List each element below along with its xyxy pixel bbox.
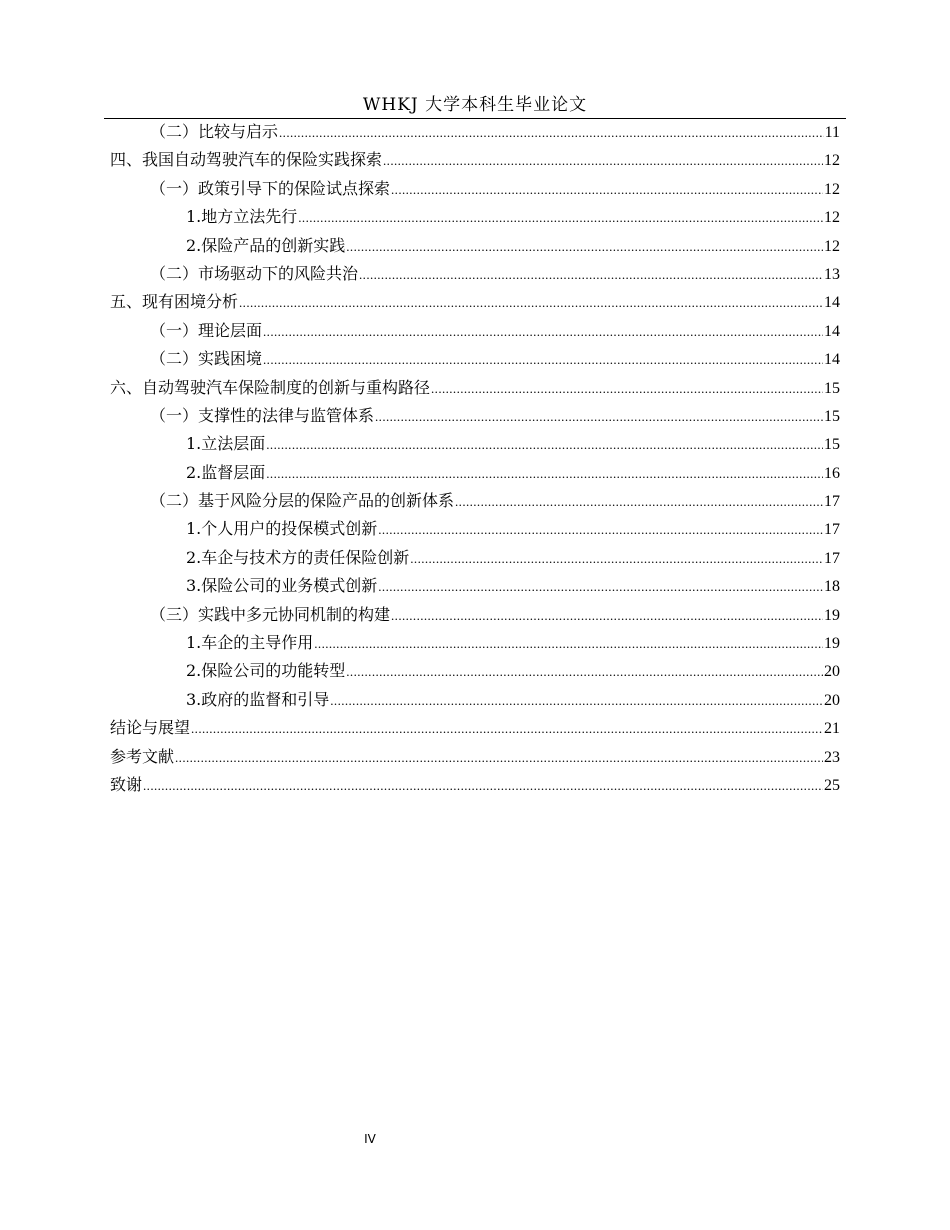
toc-entry-page: 12 xyxy=(824,209,840,227)
toc-leader xyxy=(330,687,823,715)
toc-entry-title: 1.个人用户的投保模式创新 xyxy=(186,519,378,539)
page-number: IV xyxy=(364,1132,376,1146)
toc-entry-page: 15 xyxy=(824,407,840,425)
toc-entry-title: （二）比较与启示 xyxy=(150,122,279,141)
toc-entry[interactable] xyxy=(110,118,840,146)
toc-entry-page: 15 xyxy=(824,436,840,454)
toc-entry-page: 16 xyxy=(824,464,840,482)
toc-entry[interactable] xyxy=(110,430,840,458)
toc-entry-page: 19 xyxy=(824,635,840,653)
toc-entry-page: 15 xyxy=(824,379,840,397)
toc-entry[interactable] xyxy=(110,601,840,629)
toc-entry[interactable] xyxy=(110,260,840,288)
toc-entry[interactable] xyxy=(110,629,840,657)
toc-entry-title: 3.保险公司的业务模式创新 xyxy=(186,576,378,596)
toc-entry-page: 17 xyxy=(824,549,840,567)
toc-leader xyxy=(314,630,823,658)
toc-entry-title: （三）实践中多元协同机制的构建 xyxy=(150,604,391,624)
toc-leader xyxy=(378,516,823,544)
toc-entry[interactable] xyxy=(110,572,840,600)
toc-entry-page: 23 xyxy=(824,748,840,766)
toc-leader xyxy=(346,658,823,686)
toc-entry-title: （二）基于风险分层的保险产品的创新体系 xyxy=(150,491,455,511)
toc-leader xyxy=(359,261,823,289)
toc-entry-title: 2.车企与技术方的责任保险创新 xyxy=(186,547,410,567)
toc-entry[interactable] xyxy=(110,714,840,742)
toc-entry-page: 14 xyxy=(824,351,840,369)
toc-entry-page: 18 xyxy=(824,578,840,596)
toc-leader xyxy=(391,602,823,630)
toc-entry-page: 14 xyxy=(824,322,840,340)
toc-entry[interactable] xyxy=(110,146,840,174)
toc-entry[interactable] xyxy=(110,743,840,771)
toc-leader xyxy=(279,119,824,147)
toc-leader xyxy=(298,204,823,232)
toc-leader xyxy=(263,346,823,374)
toc-entry-title: 2.保险产品的创新实践 xyxy=(186,235,346,255)
toc-entry-page: 12 xyxy=(824,180,840,198)
toc-leader xyxy=(346,233,823,261)
toc-entry-page: 20 xyxy=(824,691,840,709)
toc-entry[interactable] xyxy=(110,288,840,316)
toc-entry-title: 3.政府的监督和引导 xyxy=(186,689,330,709)
toc-entry[interactable] xyxy=(110,345,840,373)
toc-leader xyxy=(375,403,823,431)
toc-entry-page: 19 xyxy=(824,606,840,624)
toc-leader xyxy=(266,431,823,459)
toc-entry-title: （二）市场驱动下的风险共治 xyxy=(150,263,359,283)
toc-leader xyxy=(263,318,823,346)
toc-leader xyxy=(431,375,823,403)
toc-entry-title: 2.监督层面 xyxy=(186,462,266,482)
toc-leader xyxy=(391,176,823,204)
toc-entry[interactable] xyxy=(110,686,840,714)
toc-entry[interactable] xyxy=(110,544,840,572)
toc-entry-title: 六、自动驾驶汽车保险制度的创新与重构路径 xyxy=(110,377,431,397)
toc-entry-page: 25 xyxy=(824,776,840,794)
toc-entry-page: 13 xyxy=(824,265,840,283)
toc-entry-title: （一）理论层面 xyxy=(150,320,263,340)
toc-leader xyxy=(455,488,823,516)
toc-entry-title: 四、我国自动驾驶汽车的保险实践探索 xyxy=(110,150,383,170)
toc-entry-page: 17 xyxy=(824,493,840,511)
toc-entry-title: 1.车企的主导作用 xyxy=(186,633,314,653)
toc-entry-title: （一）支撑性的法律与监管体系 xyxy=(150,405,375,425)
toc-entry-page: 14 xyxy=(824,294,840,312)
toc-entry[interactable] xyxy=(110,317,840,345)
toc-entry-page: 17 xyxy=(824,521,840,539)
toc-entry-title: （一）政策引导下的保险试点探索 xyxy=(150,178,391,198)
toc-entry-page: 21 xyxy=(824,720,840,738)
toc-entry-page: 20 xyxy=(824,663,840,681)
toc-leader xyxy=(175,744,823,772)
toc-entry[interactable] xyxy=(110,515,840,543)
toc-leader xyxy=(378,573,823,601)
toc-leader xyxy=(410,545,823,573)
page-header xyxy=(104,92,846,119)
toc-entry[interactable] xyxy=(110,459,840,487)
toc-entry[interactable] xyxy=(110,487,840,515)
toc-entry-title: 2.保险公司的功能转型 xyxy=(186,661,346,681)
toc-entry-title: 参考文献 xyxy=(110,746,175,766)
toc-entry-page: 12 xyxy=(824,152,840,170)
toc-entry-title: （二）实践困境 xyxy=(150,349,263,369)
toc-leader xyxy=(266,460,823,488)
toc-leader xyxy=(143,772,823,800)
toc-leader xyxy=(383,147,823,175)
table-of-contents xyxy=(110,118,840,799)
toc-entry[interactable] xyxy=(110,402,840,430)
toc-leader xyxy=(191,715,823,743)
toc-entry-title: 1.地方立法先行 xyxy=(186,207,298,227)
toc-entry[interactable] xyxy=(110,771,840,799)
toc-entry-title: 1.立法层面 xyxy=(186,434,266,454)
toc-entry-title: 结论与展望 xyxy=(110,718,191,738)
toc-entry[interactable] xyxy=(110,374,840,402)
toc-entry-page: 11 xyxy=(824,124,840,141)
toc-leader xyxy=(239,289,823,317)
header-title: WHKJ 大学本科生毕业论文 xyxy=(362,95,588,115)
toc-entry-title: 五、现有困境分析 xyxy=(110,292,239,312)
toc-entry-title: 致谢 xyxy=(110,774,143,794)
toc-entry[interactable] xyxy=(110,203,840,231)
toc-entry-page: 12 xyxy=(824,237,840,255)
page-footer xyxy=(340,1132,400,1146)
toc-entry[interactable] xyxy=(110,657,840,685)
toc-entry[interactable] xyxy=(110,232,840,260)
toc-entry[interactable] xyxy=(110,175,840,203)
